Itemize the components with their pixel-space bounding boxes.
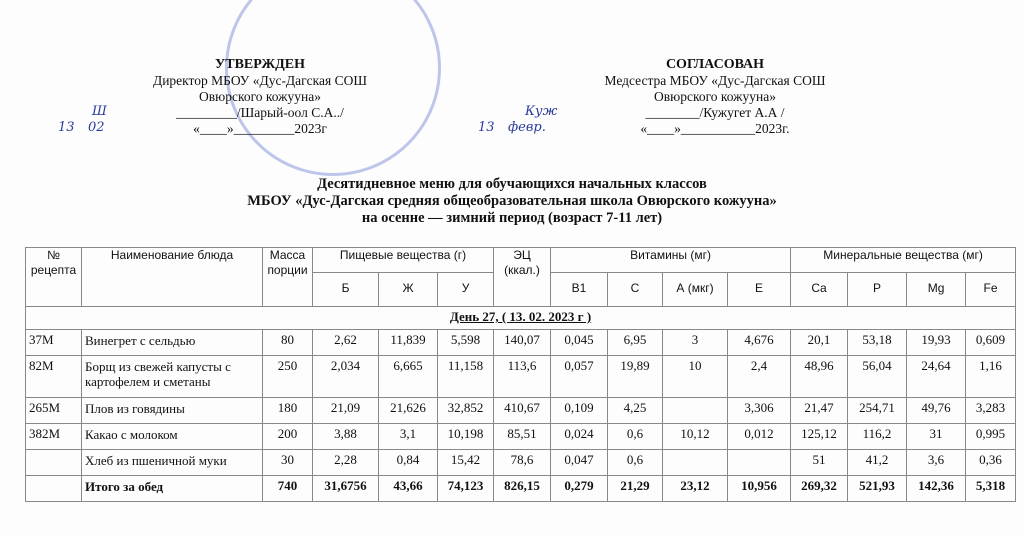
dish-name: Борщ из свежей капусты с картофелем и сметаны xyxy=(82,356,263,398)
table-cell: 21,47 xyxy=(791,398,848,424)
table-cell: 0,84 xyxy=(379,450,438,476)
subheader-ж: Ж xyxy=(379,273,438,307)
table-cell: 10,12 xyxy=(663,424,728,450)
table-cell: 10 xyxy=(663,356,728,398)
table-cell: 180 xyxy=(263,398,313,424)
header-mass: Масса порции xyxy=(263,248,313,307)
table-cell: 140,07 xyxy=(494,330,551,356)
agreed-district: Овюрского кожууна» xyxy=(654,89,776,104)
table-cell: 269,32 xyxy=(791,476,848,502)
table-row xyxy=(26,356,1016,398)
table-cell: 3,6 xyxy=(907,450,966,476)
table-cell: 3,306 xyxy=(728,398,791,424)
table-row xyxy=(26,450,1016,476)
agreed-position: Медсестра МБОУ «Дус-Дагская СОШ xyxy=(604,73,826,88)
table-cell: 0,047 xyxy=(551,450,608,476)
table-cell: 2,034 xyxy=(313,356,379,398)
table-cell: 2,62 xyxy=(313,330,379,356)
table-cell: 11,158 xyxy=(438,356,494,398)
table-cell: 0,995 xyxy=(966,424,1016,450)
agreement-block xyxy=(575,56,855,137)
table-cell: 0,609 xyxy=(966,330,1016,356)
table-cell: 48,96 xyxy=(791,356,848,398)
table-cell: 20,1 xyxy=(791,330,848,356)
table-cell: 826,15 xyxy=(494,476,551,502)
table-cell: 254,71 xyxy=(848,398,907,424)
table-cell: 21,626 xyxy=(379,398,438,424)
table-cell: 10,198 xyxy=(438,424,494,450)
handwritten-month: февр. xyxy=(508,120,546,135)
table-row xyxy=(26,476,1016,502)
table-cell: 53,18 xyxy=(848,330,907,356)
table-cell: 0,045 xyxy=(551,330,608,356)
table-cell: 78,6 xyxy=(494,450,551,476)
table-cell: 200 xyxy=(263,424,313,450)
dish-name: Хлеб из пшеничной муки xyxy=(82,450,263,476)
subheader-амкг: А (мкг) xyxy=(663,273,728,307)
table-cell: 19,89 xyxy=(608,356,663,398)
table-cell: 113,6 xyxy=(494,356,551,398)
header-vitamins: Витамины (мг) xyxy=(551,248,791,273)
table-cell: 0,024 xyxy=(551,424,608,450)
recipe-code xyxy=(26,476,82,502)
table-cell: 1,16 xyxy=(966,356,1016,398)
subheader-б: Б xyxy=(313,273,379,307)
title-line: Десятидневное меню для обучающихся начальных классов xyxy=(317,176,707,192)
table-cell: 125,12 xyxy=(791,424,848,450)
table-cell xyxy=(663,450,728,476)
table-cell: 24,64 xyxy=(907,356,966,398)
handwritten-day: 13 xyxy=(478,120,495,135)
table-row xyxy=(26,424,1016,450)
approved-heading: УТВЕРЖДЕН xyxy=(214,57,306,72)
table-cell: 15,42 xyxy=(438,450,494,476)
table-cell: 3,283 xyxy=(966,398,1016,424)
table-cell: 0,109 xyxy=(551,398,608,424)
subheader-у: У xyxy=(438,273,494,307)
table-cell: 3,88 xyxy=(313,424,379,450)
table-cell: 4,676 xyxy=(728,330,791,356)
approval-block xyxy=(120,56,400,137)
table-cell: 41,2 xyxy=(848,450,907,476)
recipe-code: 82М xyxy=(26,356,82,398)
table-cell: 142,36 xyxy=(907,476,966,502)
table-cell: 56,04 xyxy=(848,356,907,398)
table-cell: 43,66 xyxy=(379,476,438,502)
subheader-ca: Ca xyxy=(791,273,848,307)
table-cell: 0,279 xyxy=(551,476,608,502)
handwritten-month: 02 xyxy=(88,120,105,135)
table-cell: 51 xyxy=(791,450,848,476)
header-minerals: Минеральные вещества (мг) xyxy=(791,248,1016,273)
document-title xyxy=(0,176,1024,227)
dish-name: Винегрет с сельдью xyxy=(82,330,263,356)
header-recipe: № рецепта xyxy=(26,248,82,307)
header-name: Наименование блюда xyxy=(82,248,263,307)
table-cell: 80 xyxy=(263,330,313,356)
table-cell: 11,839 xyxy=(379,330,438,356)
table-cell: 0,6 xyxy=(608,450,663,476)
table-row xyxy=(26,398,1016,424)
table-cell xyxy=(728,450,791,476)
table-cell: 2,28 xyxy=(313,450,379,476)
table-cell: 5,598 xyxy=(438,330,494,356)
table-cell: 0,057 xyxy=(551,356,608,398)
dish-name: Плов из говядины xyxy=(82,398,263,424)
table-cell: 74,123 xyxy=(438,476,494,502)
recipe-code xyxy=(26,450,82,476)
subheader-fe: Fe xyxy=(966,273,1016,307)
header-energy: ЭЦ (ккал.) xyxy=(494,248,551,307)
table-cell: 85,51 xyxy=(494,424,551,450)
table-cell: 740 xyxy=(263,476,313,502)
approved-district: Овюрского кожууна» xyxy=(199,89,321,104)
table-cell: 30 xyxy=(263,450,313,476)
dish-name: Итого за обед xyxy=(82,476,263,502)
subheader-mg: Mg xyxy=(907,273,966,307)
approved-position: Директор МБОУ «Дус-Дагская СОШ xyxy=(153,73,367,88)
title-line: МБОУ «Дус-Дагская средняя общеобразовательная школа Овюрского кожууна» xyxy=(247,193,777,209)
table-cell: 0,36 xyxy=(966,450,1016,476)
agreed-signature-line: ________/Кужугет А.А / xyxy=(645,105,785,120)
table-cell: 32,852 xyxy=(438,398,494,424)
title-line: на осенне — зимний период (возраст 7-11 лет) xyxy=(361,210,663,226)
table-cell: 19,93 xyxy=(907,330,966,356)
recipe-code: 37М xyxy=(26,330,82,356)
table-cell: 21,09 xyxy=(313,398,379,424)
agreed-heading: СОГЛАСОВАН xyxy=(665,57,765,72)
table-cell: 4,25 xyxy=(608,398,663,424)
subheader-p: P xyxy=(848,273,907,307)
dish-name: Какао с молоком xyxy=(82,424,263,450)
approved-signature-line: _________/Шарый-оол С.А../ xyxy=(176,105,344,120)
recipe-code: 382М xyxy=(26,424,82,450)
recipe-code: 265М xyxy=(26,398,82,424)
menu-table xyxy=(25,247,1016,502)
day-label: День 27, ( 13. 02. 2023 г ) xyxy=(26,307,1016,330)
table-cell: 410,67 xyxy=(494,398,551,424)
signature: Куж xyxy=(525,104,558,119)
table-cell: 23,12 xyxy=(663,476,728,502)
table-cell: 5,318 xyxy=(966,476,1016,502)
table-cell: 31 xyxy=(907,424,966,450)
table-cell: 10,956 xyxy=(728,476,791,502)
agreed-date-line: «____»___________2023г. xyxy=(640,121,790,136)
table-cell: 21,29 xyxy=(608,476,663,502)
table-row xyxy=(26,330,1016,356)
handwritten-day: 13 xyxy=(58,120,75,135)
table-cell: 3,1 xyxy=(379,424,438,450)
table-cell: 2,4 xyxy=(728,356,791,398)
table-cell: 0,012 xyxy=(728,424,791,450)
table-cell: 6,95 xyxy=(608,330,663,356)
subheader-e: E xyxy=(728,273,791,307)
table-cell: 3 xyxy=(663,330,728,356)
header-nutrients: Пищевые вещества (г) xyxy=(313,248,494,273)
subheader-b1: B1 xyxy=(551,273,608,307)
subheader-c: C xyxy=(608,273,663,307)
table-cell: 116,2 xyxy=(848,424,907,450)
table-cell: 6,665 xyxy=(379,356,438,398)
table-cell: 0,6 xyxy=(608,424,663,450)
table-cell: 521,93 xyxy=(848,476,907,502)
table-cell xyxy=(663,398,728,424)
approved-date-line: «____»_________2023г xyxy=(193,121,327,136)
signature: Ш xyxy=(92,104,107,119)
table-cell: 250 xyxy=(263,356,313,398)
table-cell: 49,76 xyxy=(907,398,966,424)
table-cell: 31,6756 xyxy=(313,476,379,502)
